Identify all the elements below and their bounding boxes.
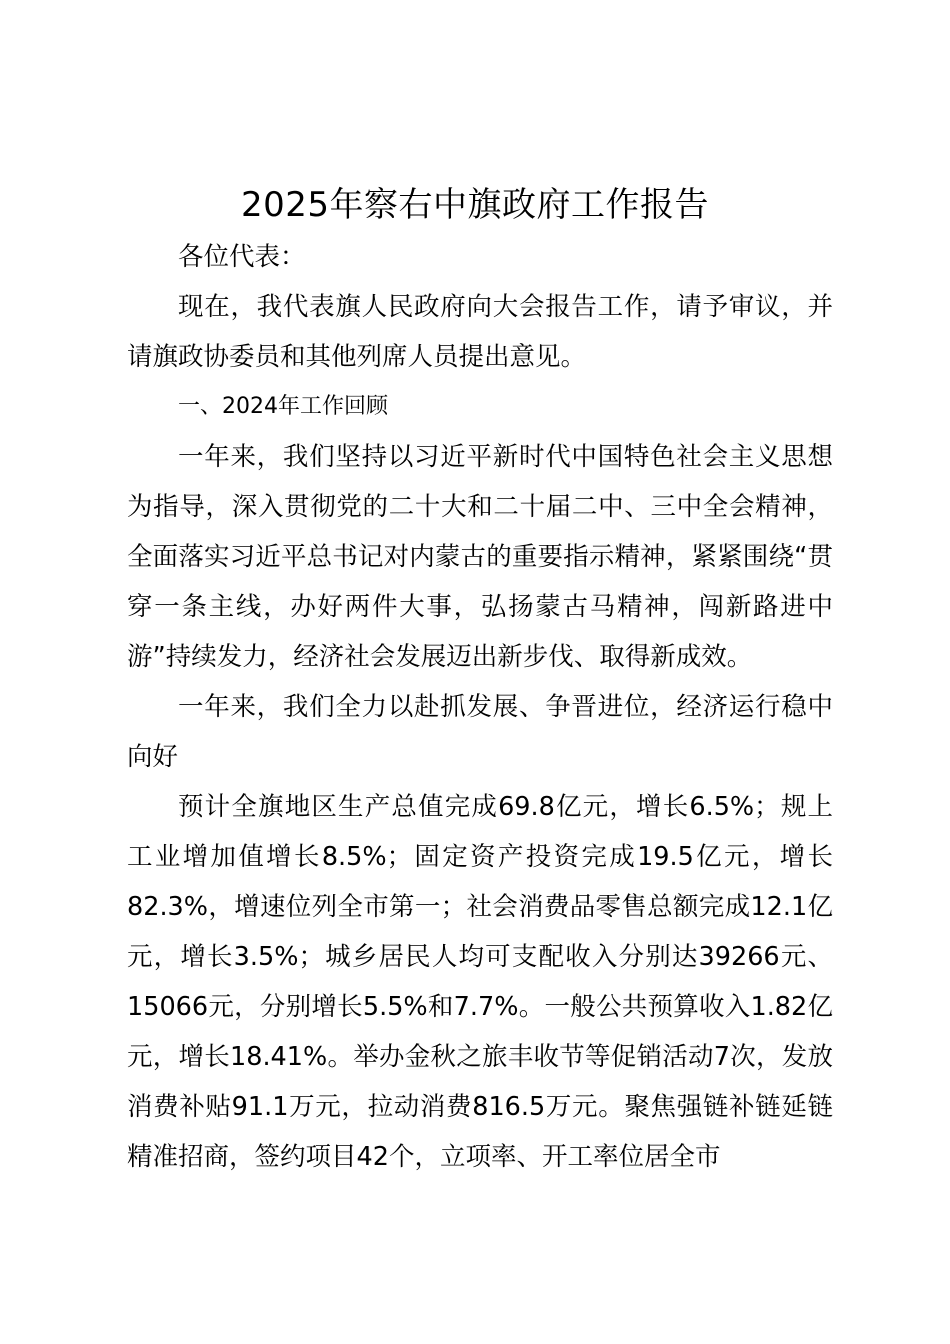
- review-paragraph: 一年来，我们坚持以习近平新时代中国特色社会主义思想为指导，深入贯彻党的二十大和二十届二中、三中全会精神，全面落实习近平总书记对内蒙古的重要指示精神，紧紧围绕“贯穿一条主线，办好两件大事，弘扬蒙古马精神，闯新路进中游”持续发力，经济社会发展迈出新步伐、取得新成效。: [127, 442, 833, 672]
- salutation-paragraph: 各位代表：: [178, 242, 306, 272]
- document-body: [127, 232, 833, 1182]
- document-title: 2025年察右中旗政府工作报告: [240, 185, 710, 225]
- intro-paragraph: 现在，我代表旗人民政府向大会报告工作，请予审议，并请旗政协委员和其他列席人员提出意见。: [127, 292, 833, 372]
- development-paragraph: 一年来，我们全力以赴抓发展、争晋进位，经济运行稳中向好: [127, 692, 833, 772]
- economic-data-paragraph: 预计全旗地区生产总值完成69.8亿元，增长6.5%；规上工业增加值增长8.5%；固定资产投资完成19.5亿元，增长82.3%，增速位列全市第一；社会消费品零售总额完成12.1亿元，增长3.5%；城乡居民人均可支配收入分别达39266元、15066元，分别增长5.5%和7.7%。一般公共预算收入1.82亿元，增长18.41%。举办金秋之旅丰收节等促销活动7次，发放消费补贴91.1万元，拉动消费816.5万元。聚焦强链补链延链精准招商，签约项目42个，立项率、开工率位居全市: [127, 792, 833, 1172]
- section-heading: 一、2024年工作回顾: [178, 394, 388, 419]
